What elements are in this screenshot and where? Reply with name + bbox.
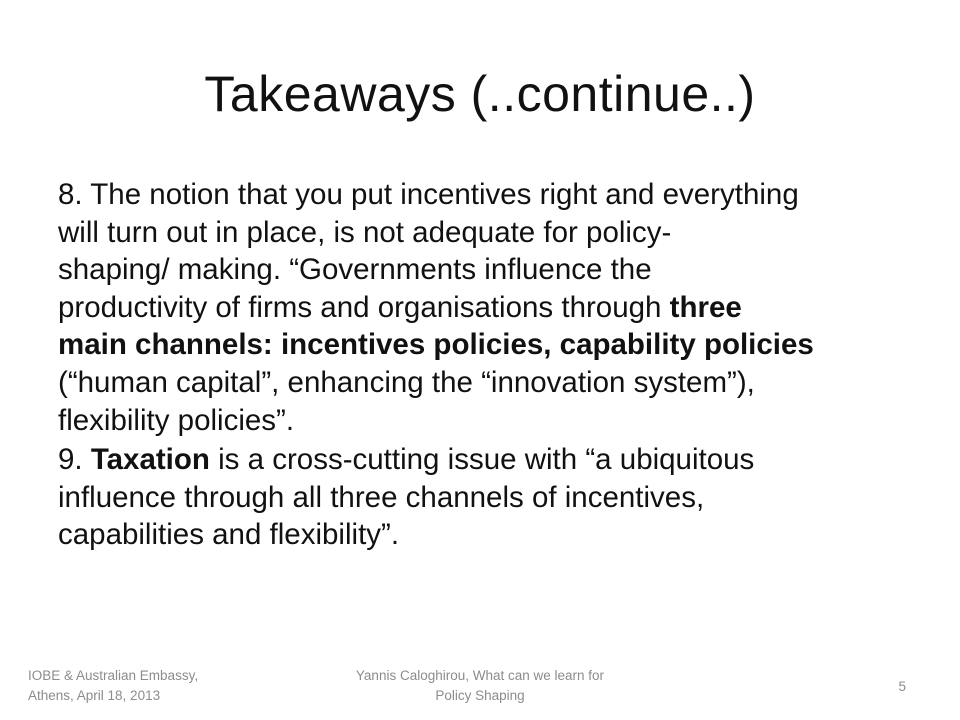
footer-center-line-1: Yannis Caloghirou, What can we learn for	[355, 668, 605, 683]
point-9-number: 9.	[58, 443, 83, 477]
footer-center-line-2: Policy Shaping	[435, 688, 525, 703]
footer-left	[28, 666, 198, 706]
point-8-line-7: flexibility policies”.	[58, 403, 295, 437]
slide-title: Takeaways (..continue..)	[204, 66, 756, 122]
takeaway-point-9	[58, 441, 920, 554]
slide-body	[58, 176, 920, 554]
point-8-line-1: 8. The notion that you put incentives right and everything	[58, 178, 799, 211]
point-8-line-6: (“human capital”, enhancing the “innovation system”),	[58, 365, 755, 399]
emphasis-three: three	[669, 290, 742, 324]
point-8-line-4: productivity of firms and organisations through three	[58, 290, 742, 324]
page-number: 5	[898, 679, 906, 694]
point-9-line-2: influence through all three channels of incentives,	[58, 480, 705, 514]
point-9-line-1: 9. Taxation is a cross-cutting issue with “a ubiquitous	[58, 443, 755, 477]
takeaway-point-8	[58, 176, 920, 439]
emphasis-taxation: Taxation	[90, 443, 210, 477]
point-8-line-5	[58, 326, 920, 364]
emphasis-main-channels: main channels: incentives policies, capability policies	[58, 328, 814, 362]
point-9-line-3: capabilities and flexibility”.	[58, 518, 400, 552]
point-8-line-2: will turn out in place, is not adequate for policy-	[58, 215, 672, 249]
footer-left-line-2: Athens, April 18, 2013	[28, 688, 161, 703]
point-8-line-3: shaping/ making. “Governments influence the	[58, 253, 652, 287]
footer-left-line-1: IOBE & Australian Embassy,	[28, 668, 199, 683]
footer-center	[300, 666, 660, 706]
point-8-number: 8.	[58, 178, 83, 211]
